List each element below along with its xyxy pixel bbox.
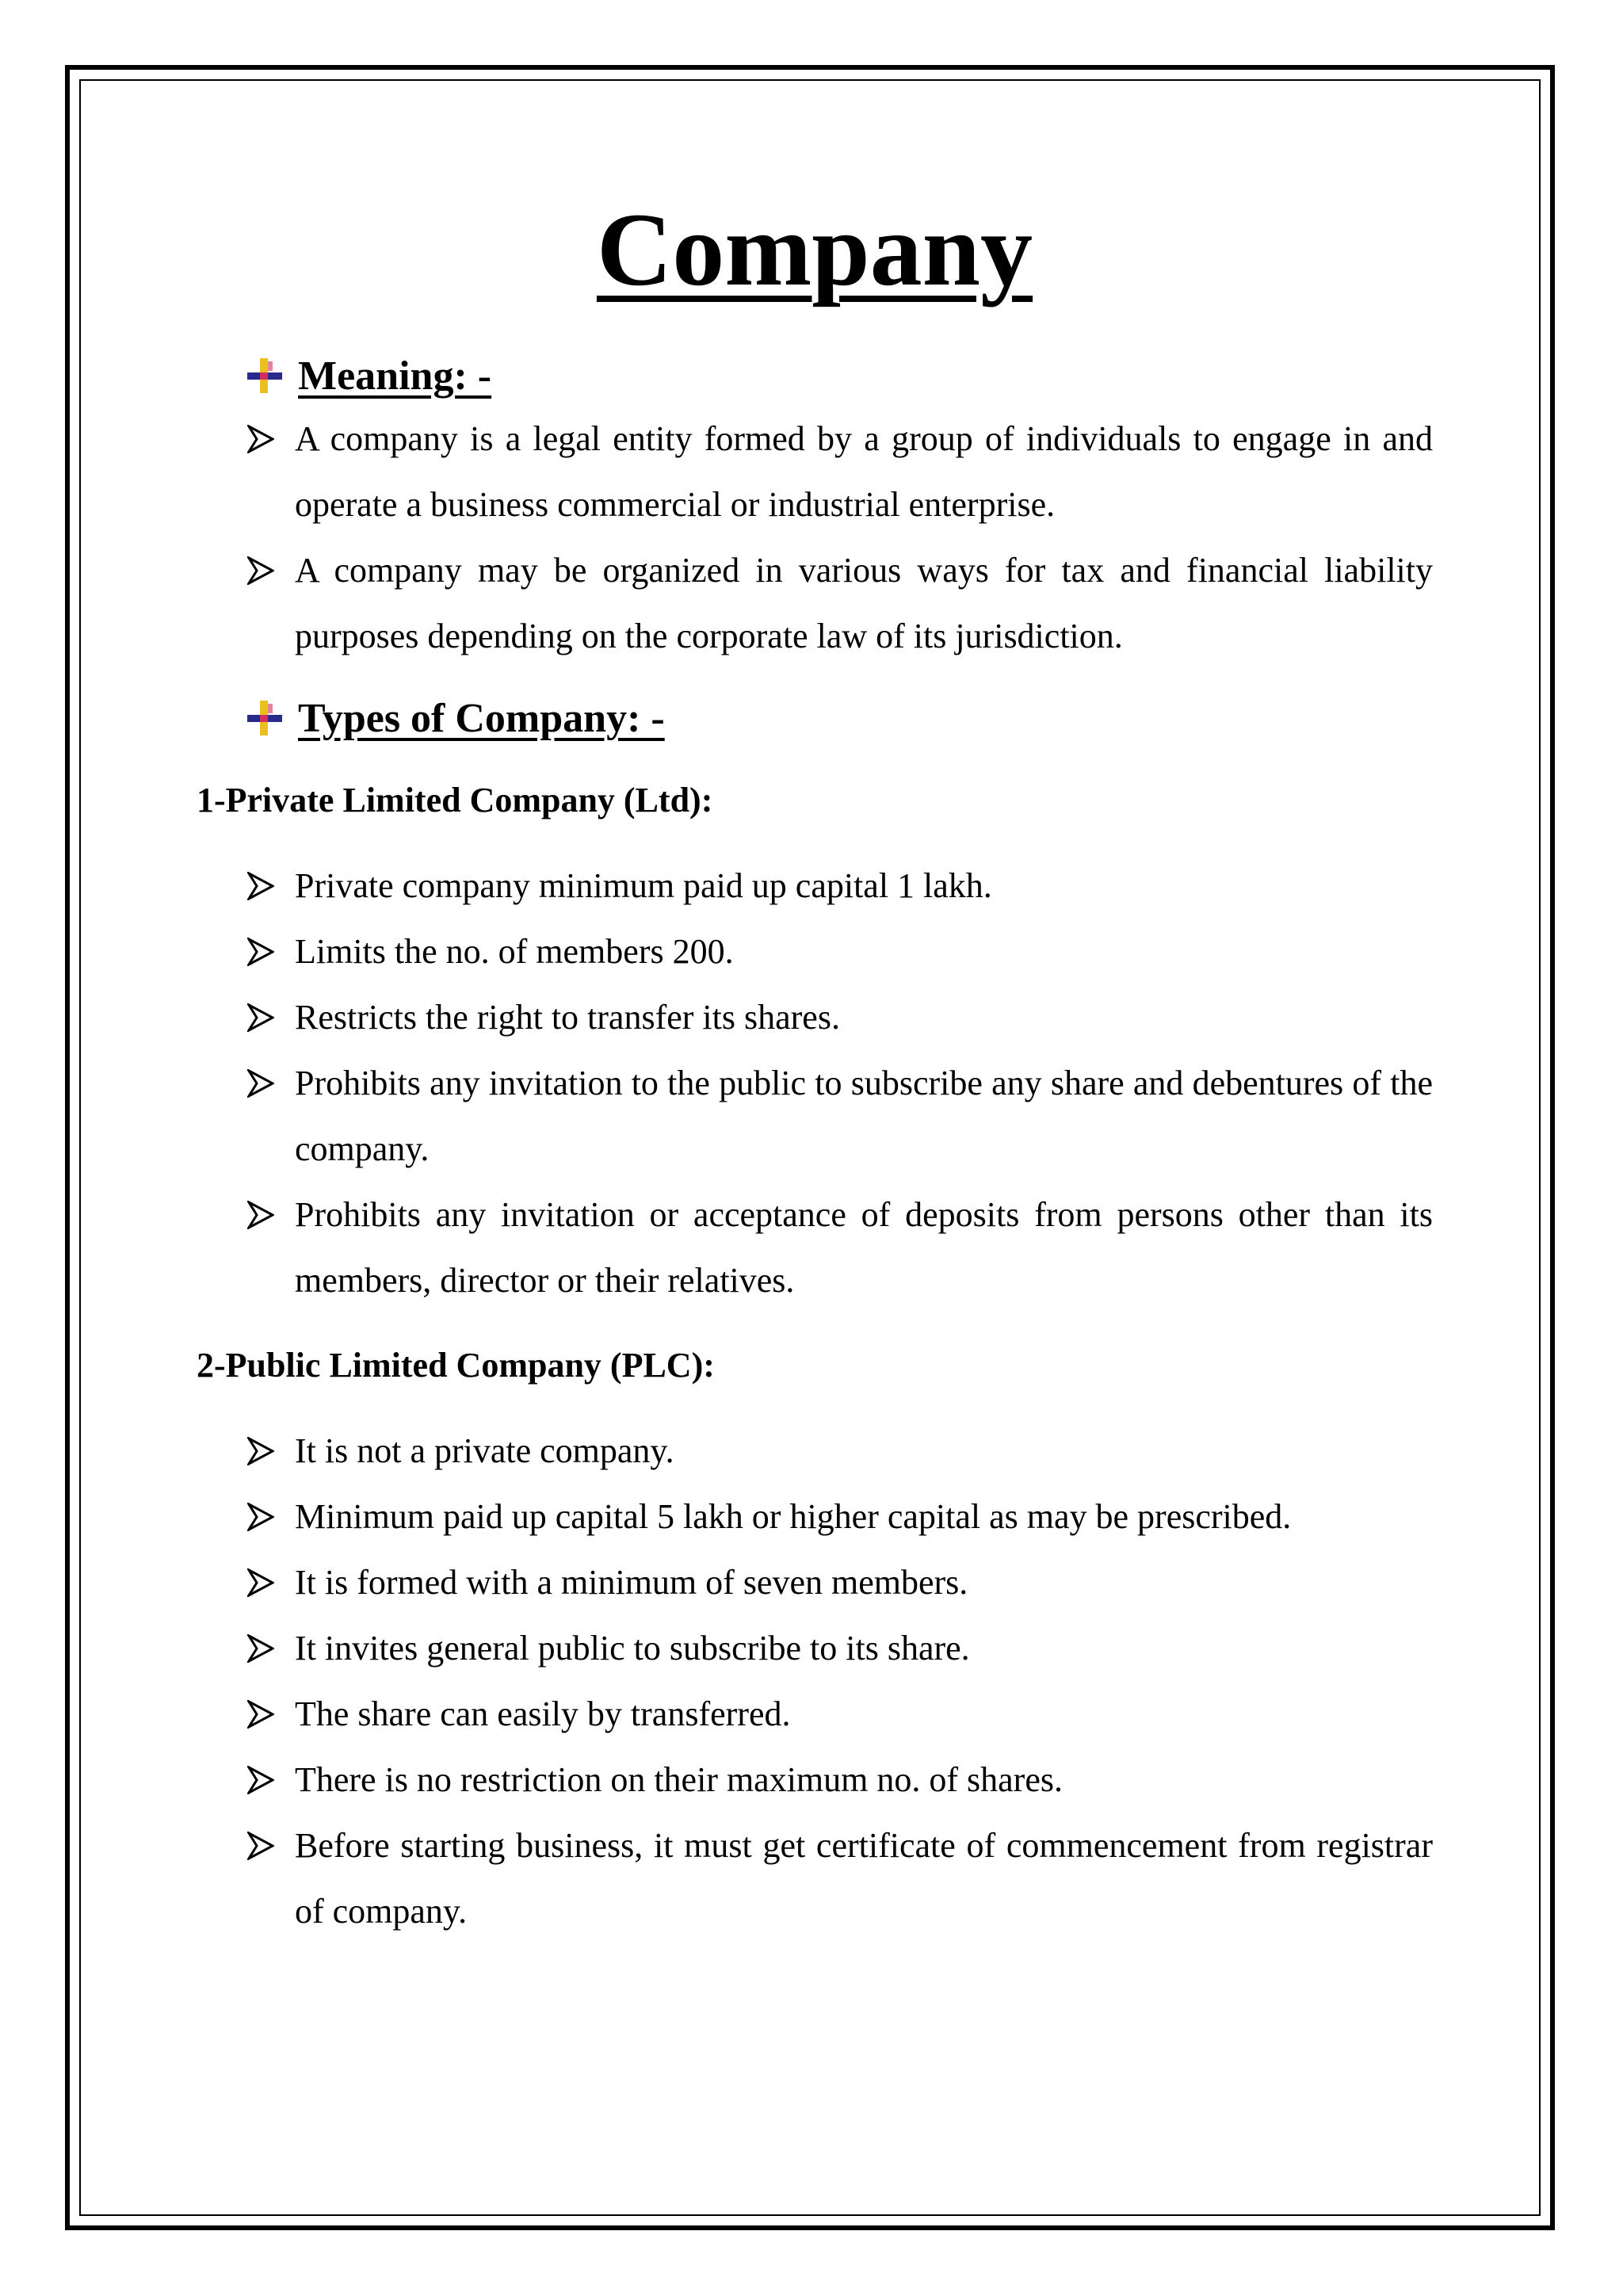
subheading-private-limited: 1-Private Limited Company (Ltd): — [197, 781, 713, 819]
list-item — [197, 919, 1433, 984]
list-item — [197, 1549, 1433, 1615]
list-item — [197, 1615, 1433, 1681]
arrowhead-icon — [247, 872, 274, 900]
list-item-text: Prohibits any invitation or acceptance of deposits from persons other than its members, director or their relatives. — [295, 1195, 1433, 1300]
list-item-text: It invites general public to subscribe to its share. — [295, 1629, 970, 1668]
list-item-text: Private company minimum paid up capital 1 lakh. — [295, 866, 992, 905]
section-heading-text: Types of Company: - — [298, 695, 665, 741]
arrowhead-icon — [247, 1069, 274, 1098]
arrowhead-icon — [247, 1003, 274, 1032]
arrowhead-icon — [247, 556, 274, 585]
document-body — [197, 190, 1433, 1944]
arrowhead-icon — [247, 1201, 274, 1229]
section-heading-meaning — [247, 346, 1433, 406]
list-item — [197, 1182, 1433, 1313]
list-item — [197, 1418, 1433, 1484]
list-item-text: It is not a private company. — [295, 1431, 674, 1470]
list-item-text: Before starting business, it must get certificate of commencement from registrar of company. — [295, 1826, 1433, 1931]
colored-cross-icon — [247, 701, 282, 735]
arrowhead-icon — [247, 1766, 274, 1794]
arrowhead-icon — [247, 1700, 274, 1729]
list-item — [197, 406, 1433, 537]
arrowhead-icon — [247, 1568, 274, 1597]
private-limited-bullet-list — [197, 853, 1433, 1313]
section-heading-types — [247, 688, 1433, 748]
page-title: Company — [596, 191, 1033, 308]
list-item-text: Minimum paid up capital 5 lakh or higher capital as may be prescribed. — [295, 1497, 1292, 1536]
arrowhead-icon — [247, 1503, 274, 1531]
list-item-text: Limits the no. of members 200. — [295, 932, 734, 971]
list-item-text: There is no restriction on their maximum no. of shares. — [295, 1760, 1063, 1799]
section-heading-text: Meaning: - — [298, 353, 492, 399]
list-item — [197, 853, 1433, 919]
meaning-bullet-list — [197, 406, 1433, 669]
list-item-text: Prohibits any invitation to the public to subscribe any share and debentures of the company. — [295, 1064, 1433, 1168]
list-item — [197, 1747, 1433, 1813]
list-item — [197, 1484, 1433, 1549]
list-item-text: A company may be organized in various ways for tax and financial liability purposes depending on the corporate law of its jurisdiction. — [295, 551, 1433, 655]
list-item — [197, 1681, 1433, 1747]
arrowhead-icon — [247, 1634, 274, 1663]
spacer — [197, 669, 1433, 688]
arrowhead-icon — [247, 1832, 274, 1860]
list-item-text: Restricts the right to transfer its shares. — [295, 998, 840, 1037]
list-item — [197, 537, 1433, 669]
list-item — [197, 1050, 1433, 1182]
colored-cross-icon — [247, 358, 282, 393]
arrowhead-icon — [247, 1437, 274, 1465]
list-item-text: It is formed with a minimum of seven members. — [295, 1563, 968, 1602]
subheading-public-limited: 2-Public Limited Company (PLC): — [197, 1346, 715, 1385]
public-limited-bullet-list — [197, 1418, 1433, 1944]
list-item-text: A company is a legal entity formed by a group of individuals to engage in and operate a business commercial or industrial enterprise. — [295, 419, 1433, 524]
arrowhead-icon — [247, 938, 274, 966]
arrowhead-icon — [247, 425, 274, 453]
list-item — [197, 1813, 1433, 1944]
list-item-text: The share can easily by transferred. — [295, 1694, 791, 1733]
list-item — [197, 984, 1433, 1050]
